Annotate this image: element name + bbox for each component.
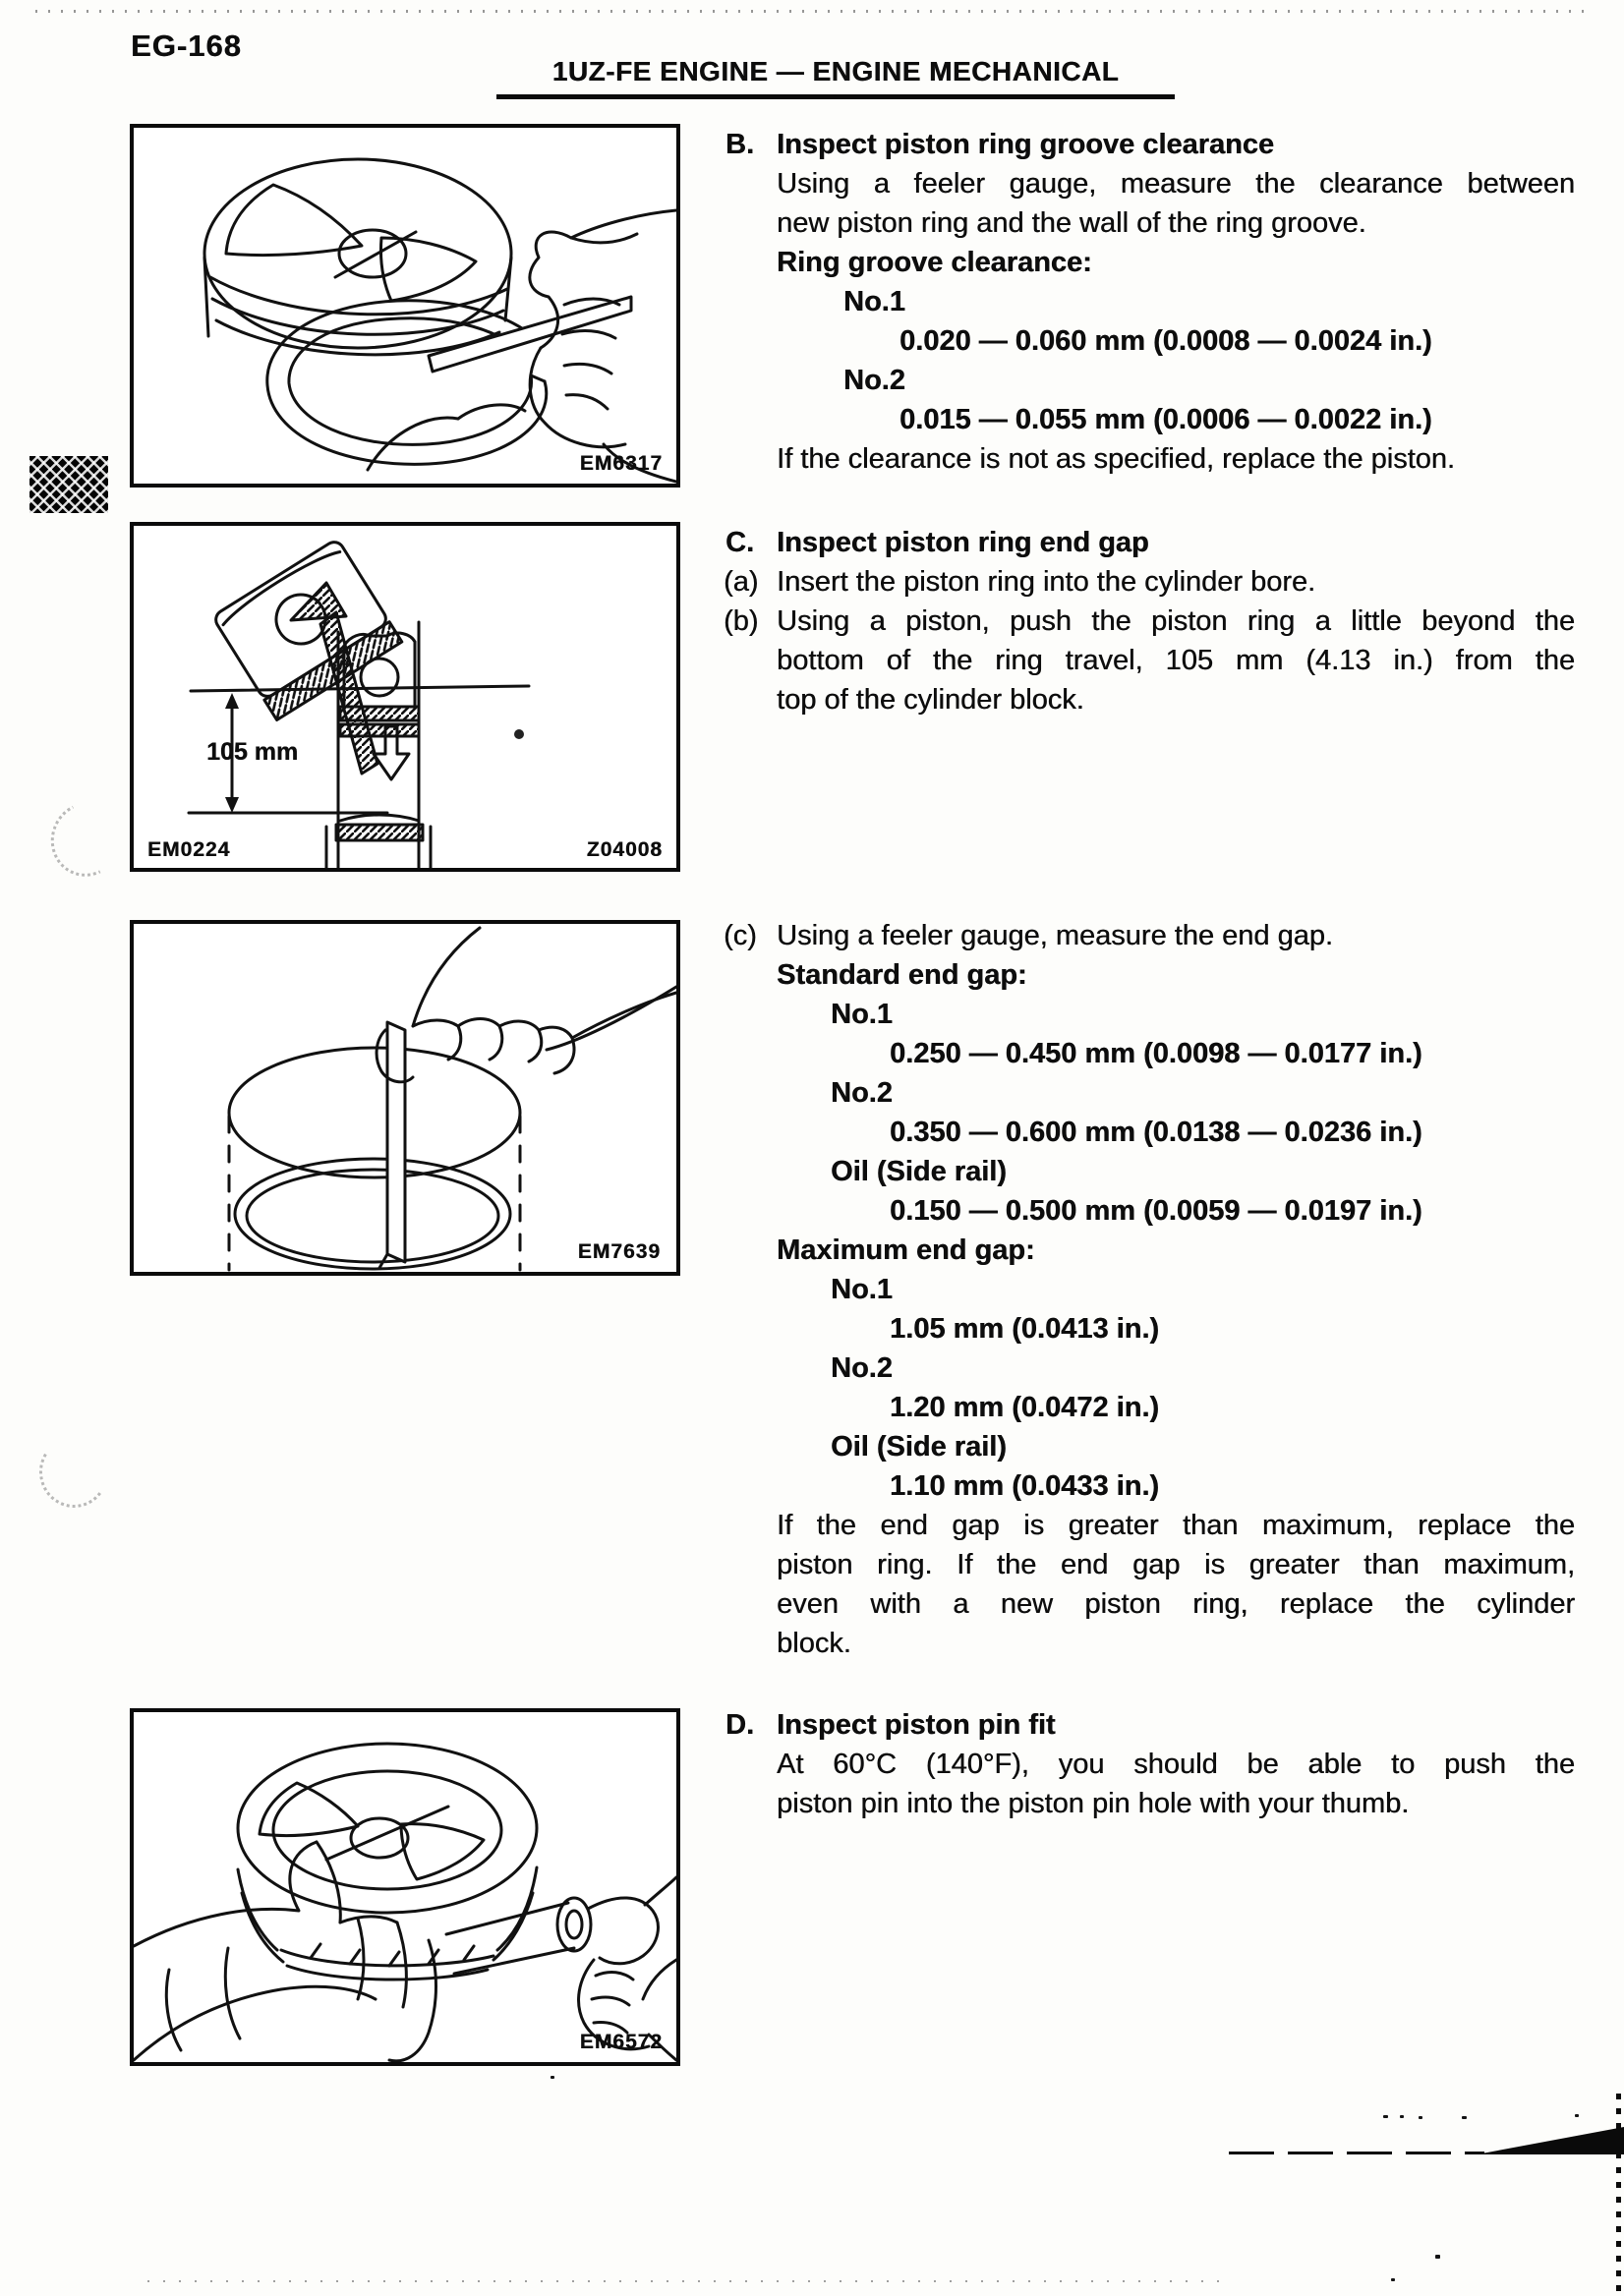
figure-code: Z04008 xyxy=(586,838,663,861)
figure-end-gap xyxy=(130,920,680,1276)
note-line: piston ring. If the end gap is greater than maximum, xyxy=(777,1549,1575,1580)
scan-speck xyxy=(1419,2116,1422,2119)
spec-value: 0.150 — 0.500 mm (0.0059 — 0.0197 in.) xyxy=(890,1195,1422,1227)
scan-speck xyxy=(1383,2115,1388,2118)
scan-speck xyxy=(1575,2114,1579,2117)
spec-heading: Standard end gap: xyxy=(777,959,1027,991)
note-line: If the clearance is not as specified, replace the piston. xyxy=(777,443,1455,475)
spec-value: 0.350 — 0.600 mm (0.0138 — 0.0236 in.) xyxy=(890,1117,1422,1148)
scan-line-bottom xyxy=(1229,2152,1484,2154)
piston-feeler-gauge-drawing xyxy=(134,128,676,484)
note-line: If the end gap is greater than maximum, replace the xyxy=(777,1510,1575,1541)
spec-name: No.1 xyxy=(831,1274,893,1305)
figure-ring-insertion xyxy=(130,522,680,872)
page-number: EG-168 xyxy=(131,29,242,63)
section-tab-block xyxy=(29,456,108,513)
scan-speck xyxy=(1462,2116,1467,2119)
scan-speck xyxy=(1400,2115,1404,2118)
body-line: Using a feeler gauge, measure the clearance between xyxy=(777,168,1575,200)
spec-value: 0.020 — 0.060 mm (0.0008 — 0.0024 in.) xyxy=(899,325,1432,357)
cylinder-bore-drawing xyxy=(134,526,676,868)
spec-name: Oil (Side rail) xyxy=(831,1431,1007,1463)
section-c-title: Inspect piston ring end gap xyxy=(777,527,1149,558)
body-line: piston pin into the piston pin hole with your thumb. xyxy=(777,1788,1410,1819)
figure-code: EM6572 xyxy=(579,2031,663,2053)
header-rule xyxy=(496,94,1175,99)
spec-name: No.2 xyxy=(843,365,905,396)
section-d-label: D. xyxy=(725,1709,754,1741)
spec-value: 0.015 — 0.055 mm (0.0006 — 0.0022 in.) xyxy=(899,404,1432,435)
step-line: top of the cylinder block. xyxy=(777,684,1084,716)
figure-pin-fit xyxy=(130,1708,680,2066)
spec-name: No.2 xyxy=(831,1352,893,1384)
scan-dots-right-edge xyxy=(1616,2094,1621,2296)
scan-arc-1 xyxy=(40,792,133,887)
section-c2-title: Using a feeler gauge, measure the end gap. xyxy=(777,920,1333,951)
figure-groove-clearance xyxy=(130,124,680,488)
step-line: bottom of the ring travel, 105 mm (4.13 in.) from the xyxy=(777,645,1575,676)
scan-arc-2 xyxy=(32,1431,114,1515)
scan-speck xyxy=(1391,2278,1395,2281)
section-c2-label: (c) xyxy=(724,920,757,951)
spec-value: 1.05 mm (0.0413 in.) xyxy=(890,1313,1160,1345)
feeler-gauge-bore-drawing xyxy=(134,924,676,1272)
scan-speck xyxy=(1435,2255,1440,2259)
spec-value: 0.250 — 0.450 mm (0.0098 — 0.0177 in.) xyxy=(890,1038,1422,1069)
body-line: At 60°C (140°F), you should be able to push the xyxy=(777,1749,1575,1780)
spec-heading: Maximum end gap: xyxy=(777,1234,1035,1266)
note-line: even with a new piston ring, replace the cylinder xyxy=(777,1588,1575,1620)
spec-name: No.2 xyxy=(831,1077,893,1109)
figure-code: EM6317 xyxy=(579,452,663,475)
spec-heading: Ring groove clearance: xyxy=(777,247,1092,278)
page-curl-shadow xyxy=(1477,2127,1624,2154)
note-line: block. xyxy=(777,1628,851,1659)
step-label: (b) xyxy=(724,605,759,637)
scan-speck xyxy=(551,2076,554,2079)
figure-code: EM0224 xyxy=(147,838,231,861)
step-line: Insert the piston ring into the cylinder bore. xyxy=(777,566,1316,598)
dimension-label: 105 mm xyxy=(206,738,299,766)
spec-name: No.1 xyxy=(831,999,893,1030)
figure-code: EM7639 xyxy=(577,1240,661,1263)
body-line: new piston ring and the wall of the ring groove. xyxy=(777,207,1366,239)
spec-name: No.1 xyxy=(843,286,905,317)
step-label: (a) xyxy=(724,566,759,598)
spec-value: 1.10 mm (0.0433 in.) xyxy=(890,1470,1160,1502)
spec-value: 1.20 mm (0.0472 in.) xyxy=(890,1392,1160,1423)
scan-noise-top xyxy=(35,10,1589,13)
piston-pin-hands-drawing xyxy=(134,1712,676,2062)
header-title: 1UZ-FE ENGINE — ENGINE MECHANICAL xyxy=(551,56,1120,86)
spec-name: Oil (Side rail) xyxy=(831,1156,1007,1187)
section-c-label: C. xyxy=(725,527,754,558)
scan-noise-bottom xyxy=(147,2280,1229,2282)
section-d-title: Inspect piston pin fit xyxy=(777,1709,1056,1741)
section-b-label: B. xyxy=(725,129,754,160)
section-b-title: Inspect piston ring groove clearance xyxy=(777,129,1275,160)
step-line: Using a piston, push the piston ring a little beyond the xyxy=(777,605,1575,637)
